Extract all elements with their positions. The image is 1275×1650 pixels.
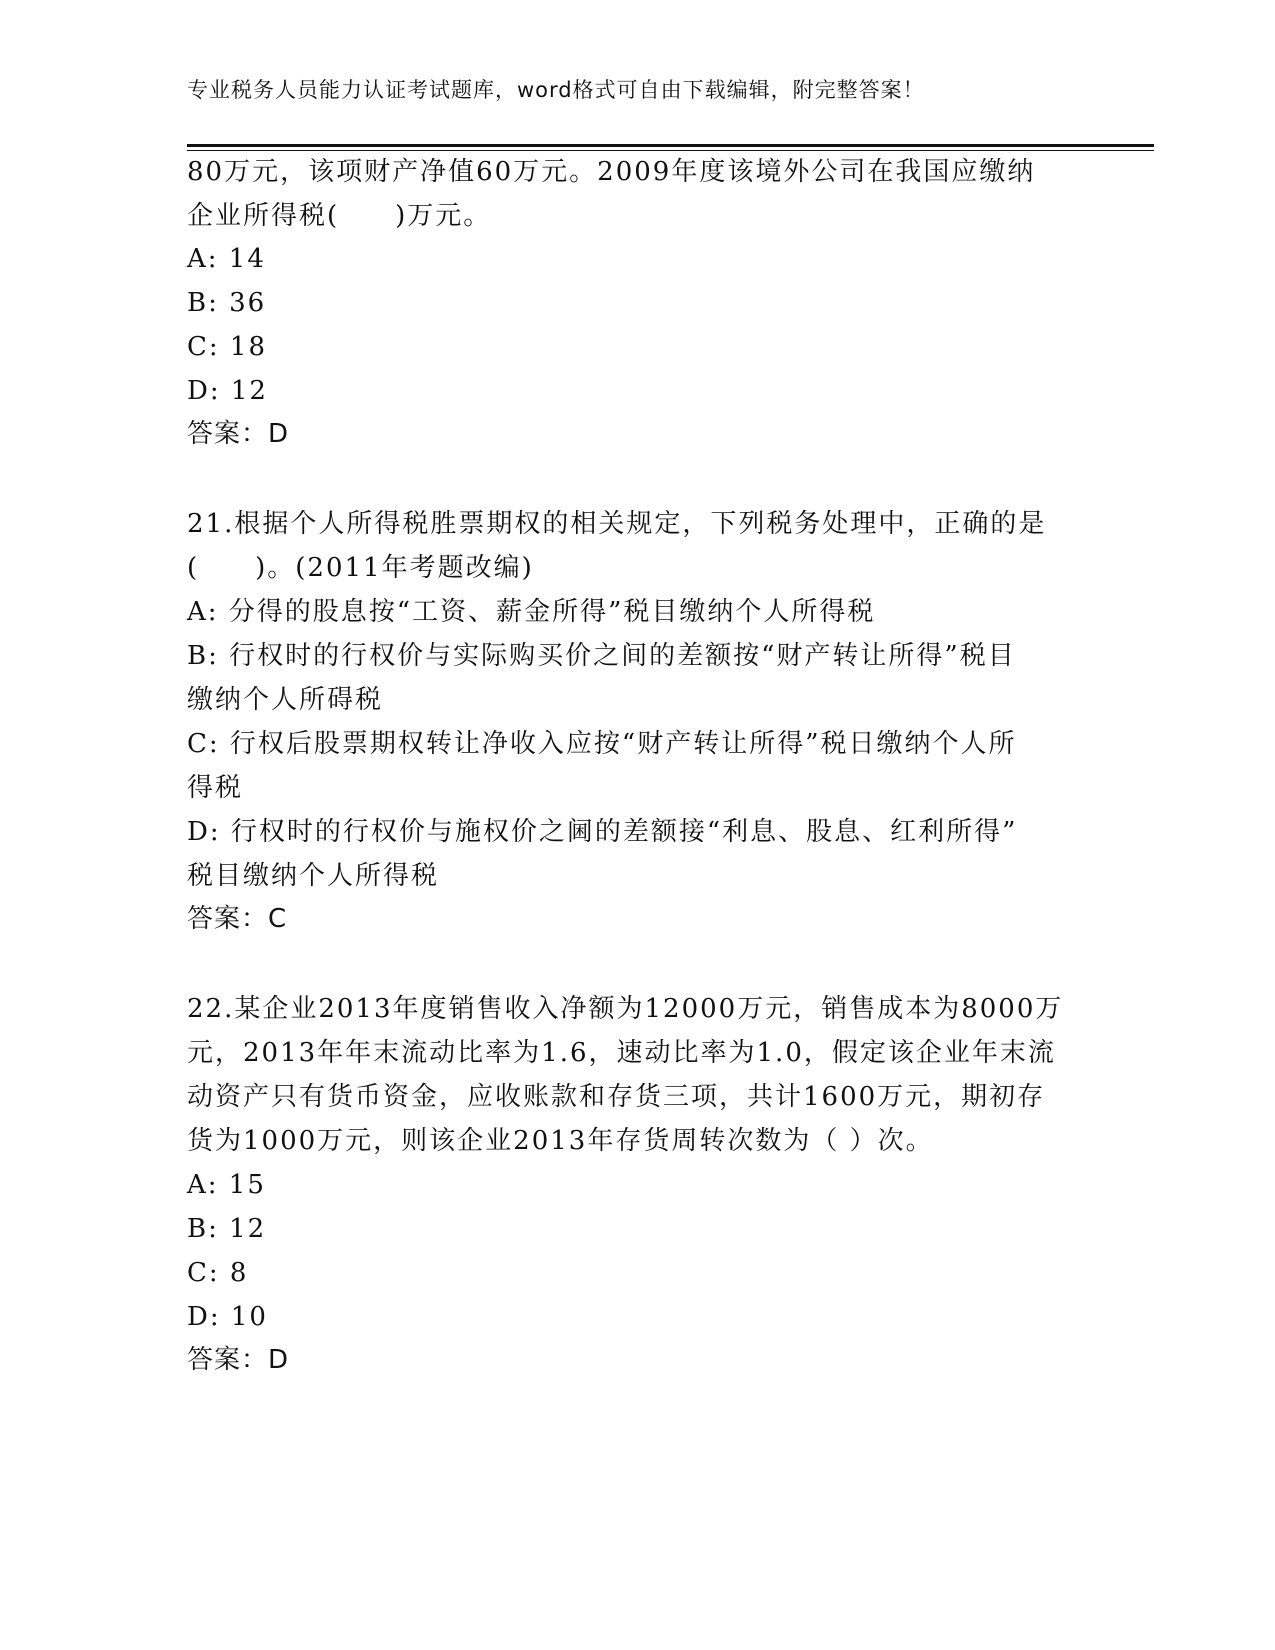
q21-answer: 答案：C: [187, 904, 288, 934]
q21-option-c-line-1: C: 行权后股票期权转让净收入应按“财产转让所得”税日缴纳个人所: [187, 729, 1017, 759]
q21-option-d-line-1: D: 行权时的行权价与施权价之阃的差额接“利息、股息、红利所得”: [187, 817, 1018, 847]
q22-stem-line-2: 元，2013年年末流动比率为1.6，速动比率为1.0，假定该企业年末流: [187, 1038, 1056, 1068]
q22-stem-line-3: 动资产只有货币资金，应收账款和存货三项，共计1600万元，期初存: [187, 1082, 1046, 1112]
header-divider-thick: [187, 144, 1154, 147]
q21-option-c-line-2: 得税: [187, 773, 244, 803]
q21-option-b-line-1: B: 行权时的行权价与实际购买价之间的差额按“财产转让所得”税目: [187, 641, 1016, 671]
q22-stem-line-1: 22.某企业2013年度销售收入净额为12000万元，销售成本为8000万: [187, 994, 1064, 1024]
q20-option-b: B: 36: [187, 288, 267, 318]
q21-option-a: A: 分得的股息按“工资、薪金所得”税目缴纳个人所得税: [187, 597, 876, 627]
q20-option-c: C: 18: [187, 332, 268, 362]
q20-stem-line-2: 企业所得税( )万元。: [187, 201, 492, 231]
q20-option-a: A: 14: [187, 244, 266, 274]
q22-answer: 答案：D: [187, 1345, 290, 1375]
q20-stem-line-1: 80万元，该项财产净值60万元。2009年度该境外公司在我国应缴纳: [187, 157, 1036, 187]
q22-stem-line-4: 货为1000万元，则该企业2013年存货周转次数为（ ）次。: [187, 1126, 934, 1156]
q21-stem-line-1: 21.根据个人所得税胜票期权的相关规定，下列税务处理中，正确的是: [187, 509, 1047, 539]
q20-option-d: D: 12: [187, 376, 268, 406]
q22-option-d: D: 10: [187, 1302, 268, 1332]
header-divider-thin: [187, 150, 1154, 151]
q22-option-b: B: 12: [187, 1214, 267, 1244]
q21-stem-line-2: ( )。(2011年考题改编): [187, 553, 534, 583]
q22-option-c: C: 8: [187, 1258, 249, 1288]
q21-option-b-line-2: 缴纳个人所碍税: [187, 685, 384, 715]
q21-option-d-line-2: 税目缴纳个人所得税: [187, 861, 440, 891]
page-header: 专业税务人员能力认证考试题库，word格式可自由下载编辑，附完整答案！: [187, 78, 925, 102]
q20-answer: 答案：D: [187, 419, 290, 449]
q22-option-a: A: 15: [187, 1170, 266, 1200]
